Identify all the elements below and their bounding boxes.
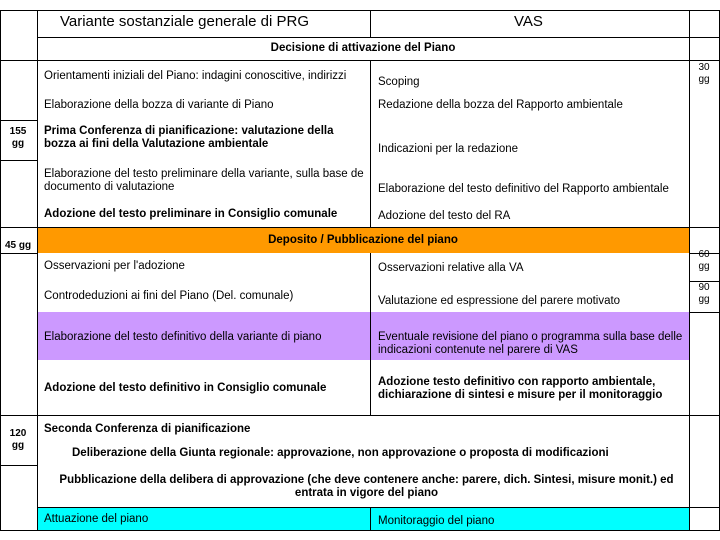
attivazione-header: Decisione di attivazione del Piano [270,42,456,54]
label-30gg: 30 gg [698,62,710,85]
prg-column-title: Variante sostanziale generale di PRG [60,13,310,30]
vas-scoping: Scoping [378,76,420,88]
pubblicazione-delibera: Pubblicazione della delibera di approvazione (che deve contenere anche: parere, dich. Sintesi, misure monit.) ed entrata in vigore del piano [59,474,674,499]
deliberazione-giunta: Deliberazione della Giunta regionale: approvazione, non approvazione o proposta di modificazioni [72,447,609,459]
vas-parere-motivato: Valutazione ed espressione del parere motivato [378,295,621,307]
vas-column-title: VAS [514,13,543,30]
prg-osservazioni: Osservazioni per l'adozione [44,260,185,272]
label-155gg: 155 gg [9,126,27,149]
vas-adozione-ra: Adozione del testo del RA [378,210,511,222]
prg-bozza: Elaborazione della bozza di variante di Piano [44,99,274,111]
label-45gg: 45 gg [4,240,32,251]
deposito-pubblicazione: Deposito / Pubblicazione del piano [268,234,458,246]
vas-testo-definitivo-ra: Elaborazione del testo definitivo del Rapporto ambientale [378,183,669,195]
vas-osservazioni: Osservazioni relative alla VA [378,262,524,274]
label-120gg: 120 gg [9,428,27,451]
vas-adozione-definitivo: Adozione testo definitivo con rapporto ambientale, dichiarazione di sintesi e misure per il monitoraggio [378,376,663,401]
label-60gg: 60 gg [698,249,710,272]
vas-revisione-piano: Eventuale revisione del piano o programma sulla base delle indicazioni contenute nel parere di VAS [378,331,683,356]
prg-seconda-conferenza: Seconda Conferenza di pianificazione [44,423,251,435]
prg-prima-conferenza: Prima Conferenza di pianificazione: valutazione della bozza ai fini della Valutazione ambientale [44,125,334,150]
prg-testo-preliminare: Elaborazione del testo preliminare della variante, sulla base de documento di valutazione [44,168,364,193]
prg-adozione-preliminare: Adozione del testo preliminare in Consiglio comunale [44,208,338,220]
vas-monitoraggio: Monitoraggio del piano [378,515,495,527]
vas-indicazioni: Indicazioni per la redazione [378,143,519,155]
prg-orientamenti: Orientamenti iniziali del Piano: indagini conoscitive, indirizzi [44,70,347,82]
vas-bozza-rapporto: Redazione della bozza del Rapporto ambientale [378,99,623,111]
prg-attuazione: Attuazione del piano [44,513,149,525]
prg-controdeduzioni: Controdeduzioni ai fini del Piano (Del. comunale) [44,290,294,302]
prg-adozione-definitivo: Adozione del testo definitivo in Consiglio comunale [44,382,327,394]
prg-testo-definitivo: Elaborazione del testo definitivo della variante di piano [44,331,322,343]
label-90gg: 90 gg [698,282,710,305]
